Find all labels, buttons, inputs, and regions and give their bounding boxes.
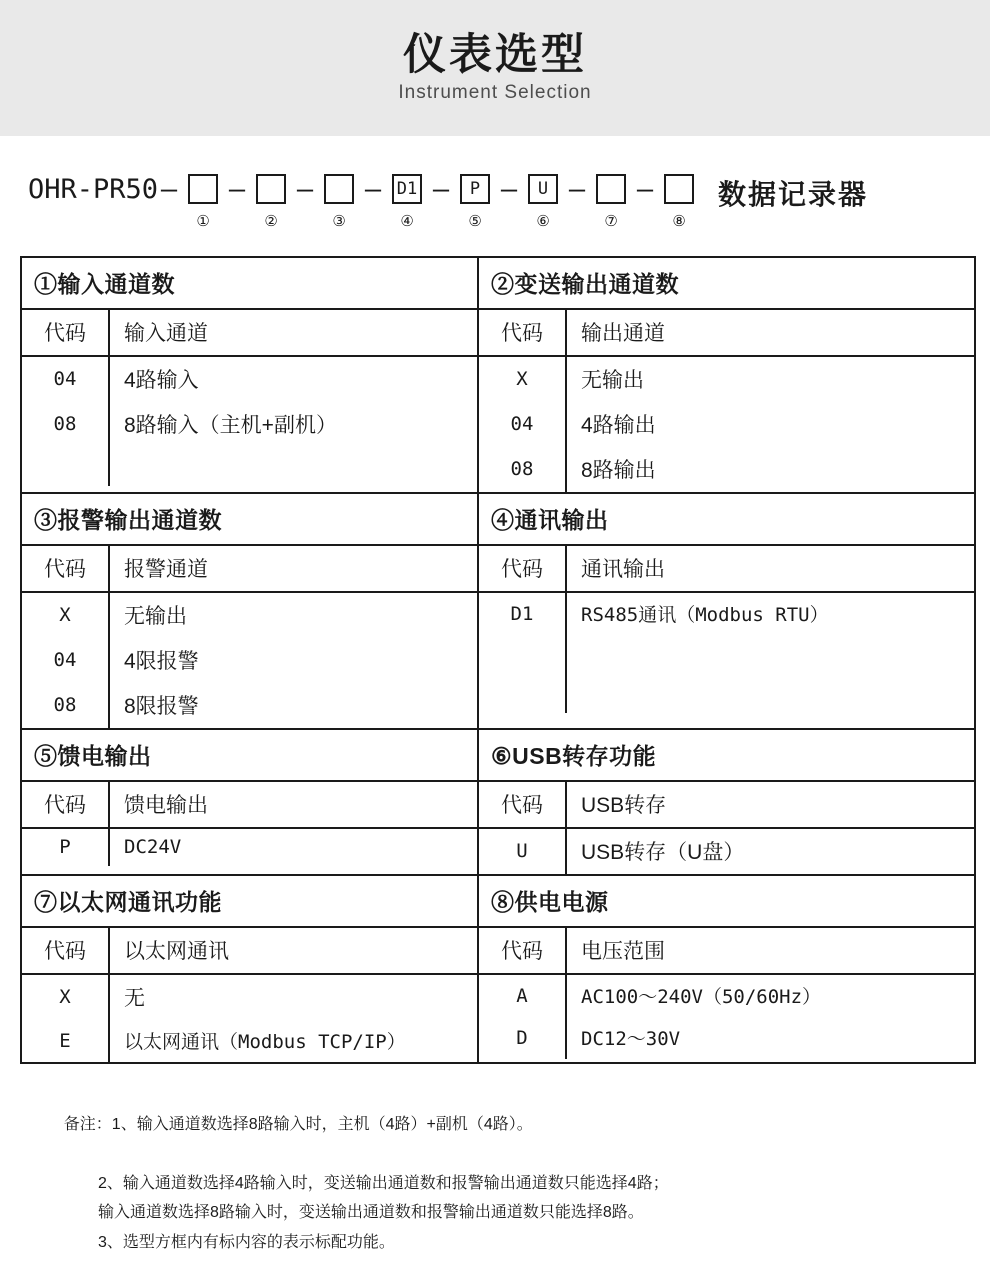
column-header-code: 代码 [22, 546, 109, 592]
model-slot-7-index: ⑦ [604, 213, 618, 230]
model-slot-4-index: ④ [400, 213, 414, 230]
notes-label: 备注： [63, 1115, 112, 1133]
table-row [479, 447, 974, 492]
row-desc: AC100～240V（50/60Hz） [581, 986, 822, 1008]
section-header-row [479, 546, 974, 592]
table-row [479, 402, 974, 447]
section-header-row [479, 782, 974, 828]
row-code: 04 [479, 402, 566, 447]
table-row [479, 828, 974, 874]
row-code: 08 [22, 402, 109, 447]
spec-cell-power-feed [21, 729, 478, 875]
spec-cell-transmit-output [478, 257, 975, 493]
section-rows [22, 928, 477, 1062]
section-title: ⑥USB转存功能 [479, 730, 974, 782]
table-row [22, 638, 477, 683]
spec-table-row [21, 493, 975, 729]
model-slot-6-box[interactable]: U [528, 174, 558, 204]
column-header-code: 代码 [22, 782, 109, 828]
row-code: P [22, 828, 109, 866]
row-code: 08 [22, 683, 109, 728]
column-header-desc: 报警通道 [109, 546, 477, 592]
table-row [22, 402, 477, 447]
section-header-row [479, 928, 974, 974]
model-slot-3-box[interactable] [324, 174, 354, 204]
model-separator: — [432, 174, 450, 205]
column-header-desc: 馈电输出 [109, 782, 477, 828]
row-code: 04 [22, 638, 109, 683]
table-row-filler [479, 635, 974, 674]
section-title: ⑤馈电输出 [22, 730, 477, 782]
page-title: 仪表选型 [403, 31, 587, 80]
model-slot-1[interactable] [180, 164, 226, 230]
model-slot-4-box[interactable]: D1 [392, 174, 422, 204]
note-line-1 [46, 1080, 960, 1169]
column-header-code: 代码 [479, 782, 566, 828]
row-desc: 8限报警 [124, 695, 199, 718]
selection-spec-table [20, 256, 976, 1064]
model-slot-5-box[interactable]: P [460, 174, 490, 204]
section-header-row [22, 782, 477, 828]
row-code: D1 [479, 592, 566, 635]
column-header-desc: USB转存 [566, 782, 974, 828]
section-rows [479, 928, 974, 1059]
row-code: X [22, 974, 109, 1020]
model-separator: — [364, 174, 382, 205]
model-slot-8[interactable] [656, 164, 702, 230]
spec-table-row [21, 875, 975, 1063]
row-code: 04 [22, 356, 109, 402]
spec-table-row [21, 257, 975, 493]
model-slot-3[interactable] [316, 164, 362, 230]
section-title: ④通讯输出 [479, 494, 974, 546]
table-row [479, 1017, 974, 1059]
note-item-3: 3、选型方框内有标内容的表示标配功能。 [98, 1233, 395, 1251]
model-slot-2[interactable] [248, 164, 294, 230]
model-slot-5-index: ⑤ [468, 213, 482, 230]
row-code: X [22, 592, 109, 638]
row-desc: DC24V [124, 836, 182, 858]
column-header-code: 代码 [22, 310, 109, 356]
table-row [479, 592, 974, 635]
column-header-desc: 输出通道 [566, 310, 974, 356]
row-code: E [22, 1020, 109, 1062]
notes-block [0, 1080, 990, 1258]
section-title: ①输入通道数 [22, 258, 477, 310]
table-row [22, 828, 477, 866]
note-item-2-cont: 输入通道数选择8路输入时，变送输出通道数和报警输出通道数只能选择8路。 [98, 1204, 644, 1222]
column-header-code: 代码 [479, 546, 566, 592]
column-header-code: 代码 [479, 310, 566, 356]
section-rows [479, 310, 974, 492]
column-header-desc: 通讯输出 [566, 546, 974, 592]
model-slot-4[interactable] [384, 164, 430, 230]
model-separator: — [160, 174, 178, 205]
spec-cell-ethernet [21, 875, 478, 1063]
row-code: U [479, 828, 566, 874]
row-desc: USB转存（U盘） [581, 841, 745, 864]
row-code: A [479, 974, 566, 1017]
model-slot-1-index: ① [196, 213, 210, 230]
model-separator: — [296, 174, 314, 205]
model-slot-1-box[interactable] [188, 174, 218, 204]
row-desc: 以太网通讯（Modbus TCP/IP） [124, 1031, 406, 1053]
column-header-code: 代码 [479, 928, 566, 974]
model-slot-8-box[interactable] [664, 174, 694, 204]
table-row [22, 592, 477, 638]
row-desc: 8路输出 [581, 459, 656, 482]
model-slot-3-index: ③ [332, 213, 346, 230]
section-header-row [22, 546, 477, 592]
section-title: ②变送输出通道数 [479, 258, 974, 310]
section-header-row [22, 310, 477, 356]
spec-cell-usb-transfer [478, 729, 975, 875]
column-header-desc: 输入通道 [109, 310, 477, 356]
section-rows [479, 546, 974, 713]
model-slot-2-index: ② [264, 213, 278, 230]
page-subtitle: Instrument Selection [398, 81, 592, 103]
spec-cell-input-channels [21, 257, 478, 493]
table-row-filler [479, 674, 974, 713]
section-rows [479, 782, 974, 874]
table-row [22, 356, 477, 402]
model-slot-6-index: ⑥ [536, 213, 550, 230]
model-prefix: OHR-PR50 [28, 174, 159, 205]
row-desc: 无 [124, 987, 145, 1010]
column-header-code: 代码 [22, 928, 109, 974]
row-desc: 4限报警 [124, 650, 199, 673]
table-row [22, 1020, 477, 1062]
row-desc: 8路输入（主机+副机） [124, 414, 337, 437]
spec-table-row [21, 729, 975, 875]
section-title: ③报警输出通道数 [22, 494, 477, 546]
row-desc: RS485通讯（Modbus RTU） [581, 604, 829, 626]
model-slot-7[interactable] [588, 164, 634, 230]
table-row [479, 974, 974, 1017]
section-rows [22, 546, 477, 728]
spec-cell-power-supply [478, 875, 975, 1063]
model-separator: — [568, 174, 586, 205]
table-row-filler [22, 447, 477, 486]
model-separator: — [500, 174, 518, 205]
model-slot-8-index: ⑧ [672, 213, 686, 230]
section-title: ⑧供电电源 [479, 876, 974, 928]
section-rows [22, 310, 477, 486]
note-item-2: 2、输入通道数选择4路输入时，变送输出通道数和报警输出通道数只能选择4路； [98, 1174, 669, 1192]
table-row [22, 974, 477, 1020]
spec-cell-alarm-output [21, 493, 478, 729]
section-rows [22, 782, 477, 866]
model-slot-6[interactable] [520, 164, 566, 230]
row-desc: 无输出 [581, 369, 644, 392]
section-header-row [479, 310, 974, 356]
row-desc: 4路输入 [124, 369, 199, 392]
row-desc: 无输出 [124, 605, 187, 628]
section-header-row [22, 928, 477, 974]
page-header-banner [0, 0, 990, 136]
model-separator: — [636, 174, 654, 205]
model-slot-5[interactable] [452, 164, 498, 230]
column-header-desc: 电压范围 [566, 928, 974, 974]
section-title: ⑦以太网通讯功能 [22, 876, 477, 928]
model-slot-7-box[interactable] [596, 174, 626, 204]
row-desc: DC12～30V [581, 1028, 681, 1050]
column-header-desc: 以太网通讯 [109, 928, 477, 974]
table-row [479, 356, 974, 402]
model-separator: — [228, 174, 246, 205]
row-code: 08 [479, 447, 566, 492]
row-code: D [479, 1017, 566, 1059]
model-code-row [0, 164, 990, 242]
note-item-1: 1、输入通道数选择8路输入时，主机（4路）+副机（4路）。 [111, 1115, 533, 1133]
model-slot-group [158, 164, 702, 230]
row-desc: 4路输出 [581, 414, 656, 437]
table-row [22, 683, 477, 728]
model-slot-2-box[interactable] [256, 174, 286, 204]
model-product-name: 数据记录器 [718, 179, 869, 210]
spec-cell-comm-output [478, 493, 975, 729]
row-code: X [479, 356, 566, 402]
